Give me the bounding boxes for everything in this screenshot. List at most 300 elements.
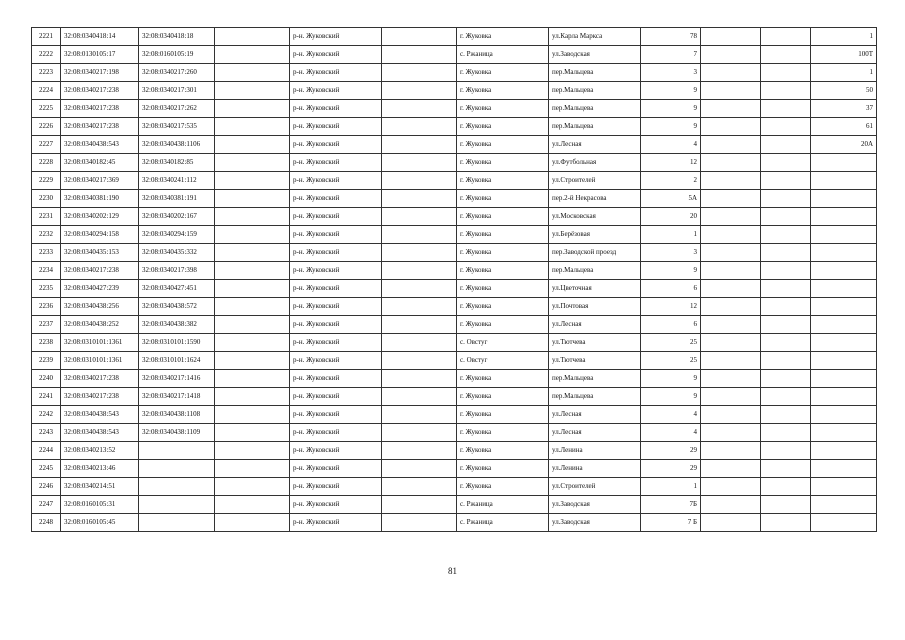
cell-extra-4 xyxy=(761,496,811,514)
cell-settlement: с. Ржаница xyxy=(457,514,549,532)
table-body xyxy=(32,28,877,532)
cell-settlement: г. Жуковка xyxy=(457,64,549,82)
cell-extra-1 xyxy=(215,208,290,226)
cell-cadastral-number: 32:08:0340438:543 xyxy=(61,406,139,424)
cell-extra-4 xyxy=(761,244,811,262)
cell-street: ул.Лесная xyxy=(549,316,641,334)
table-row xyxy=(32,244,877,262)
cell-extra-4 xyxy=(761,46,811,64)
cell-settlement: с. Овстуг xyxy=(457,352,549,370)
cell-extra-2 xyxy=(382,262,457,280)
cell-settlement: с. Ржаница xyxy=(457,46,549,64)
cell-house-number: 1 xyxy=(641,478,701,496)
cell-cadastral-number: 32:08:0340214:51 xyxy=(61,478,139,496)
cell-linked-cadastral-number: 32:08:0340217:1418 xyxy=(139,388,215,406)
cell-district: р-н. Жуковский xyxy=(290,388,382,406)
cell-house-number: 9 xyxy=(641,388,701,406)
cell-extra-2 xyxy=(382,208,457,226)
cell-apartment xyxy=(811,478,877,496)
cell-district: р-н. Жуковский xyxy=(290,172,382,190)
cell-extra-3 xyxy=(701,280,761,298)
cell-apartment xyxy=(811,262,877,280)
cell-linked-cadastral-number: 32:08:0340217:535 xyxy=(139,118,215,136)
cell-settlement: г. Жуковка xyxy=(457,280,549,298)
cell-apartment xyxy=(811,442,877,460)
cell-district: р-н. Жуковский xyxy=(290,244,382,262)
cell-extra-3 xyxy=(701,352,761,370)
cell-apartment xyxy=(811,154,877,172)
cell-settlement: г. Жуковка xyxy=(457,298,549,316)
cell-house-number: 2 xyxy=(641,172,701,190)
cell-house-number: 5А xyxy=(641,190,701,208)
cell-extra-4 xyxy=(761,208,811,226)
cell-cadastral-number: 32:08:0340217:238 xyxy=(61,118,139,136)
cell-house-number: 4 xyxy=(641,136,701,154)
cell-extra-2 xyxy=(382,82,457,100)
cell-settlement: г. Жуковка xyxy=(457,136,549,154)
cell-extra-4 xyxy=(761,370,811,388)
cell-settlement: г. Жуковка xyxy=(457,460,549,478)
table-row xyxy=(32,406,877,424)
cell-street: ул.Ленина xyxy=(549,460,641,478)
cell-extra-1 xyxy=(215,442,290,460)
cell-row-number: 2238 xyxy=(32,334,61,352)
cell-row-number: 2228 xyxy=(32,154,61,172)
cell-extra-3 xyxy=(701,370,761,388)
cell-extra-1 xyxy=(215,514,290,532)
cell-extra-3 xyxy=(701,334,761,352)
cell-cadastral-number: 32:08:0340427:239 xyxy=(61,280,139,298)
cell-house-number: 1 xyxy=(641,226,701,244)
cell-house-number: 20 xyxy=(641,208,701,226)
cell-house-number: 6 xyxy=(641,316,701,334)
cell-house-number: 3 xyxy=(641,244,701,262)
cell-row-number: 2247 xyxy=(32,496,61,514)
cell-extra-2 xyxy=(382,136,457,154)
cell-extra-2 xyxy=(382,478,457,496)
cell-house-number: 4 xyxy=(641,406,701,424)
cell-extra-3 xyxy=(701,100,761,118)
cell-settlement: г. Жуковка xyxy=(457,226,549,244)
cell-extra-3 xyxy=(701,154,761,172)
cell-house-number: 12 xyxy=(641,298,701,316)
cell-house-number: 9 xyxy=(641,370,701,388)
cell-extra-1 xyxy=(215,82,290,100)
cell-extra-2 xyxy=(382,46,457,64)
table-row xyxy=(32,154,877,172)
cell-cadastral-number: 32:08:0340438:256 xyxy=(61,298,139,316)
cell-row-number: 2244 xyxy=(32,442,61,460)
cell-house-number: 7Б xyxy=(641,496,701,514)
cell-linked-cadastral-number: 32:08:0310101:1590 xyxy=(139,334,215,352)
cell-apartment xyxy=(811,424,877,442)
table-row xyxy=(32,370,877,388)
table-row xyxy=(32,136,877,154)
cell-linked-cadastral-number xyxy=(139,496,215,514)
cell-linked-cadastral-number: 32:08:0160105:19 xyxy=(139,46,215,64)
cell-street: пер.Мальцева xyxy=(549,64,641,82)
cell-row-number: 2245 xyxy=(32,460,61,478)
cell-extra-3 xyxy=(701,514,761,532)
cell-extra-2 xyxy=(382,406,457,424)
cell-settlement: г. Жуковка xyxy=(457,28,549,46)
cell-settlement: г. Жуковка xyxy=(457,262,549,280)
cell-row-number: 2240 xyxy=(32,370,61,388)
cell-house-number: 25 xyxy=(641,352,701,370)
cell-extra-3 xyxy=(701,316,761,334)
cell-extra-2 xyxy=(382,100,457,118)
cell-cadastral-number: 32:08:0160105:31 xyxy=(61,496,139,514)
cell-row-number: 2233 xyxy=(32,244,61,262)
cell-extra-4 xyxy=(761,442,811,460)
cell-street: ул.Тютчева xyxy=(549,334,641,352)
cell-apartment xyxy=(811,244,877,262)
cell-cadastral-number: 32:08:0340381:190 xyxy=(61,190,139,208)
cell-extra-3 xyxy=(701,172,761,190)
cell-extra-3 xyxy=(701,496,761,514)
cell-cadastral-number: 32:08:0340213:52 xyxy=(61,442,139,460)
cell-extra-1 xyxy=(215,28,290,46)
cell-district: р-н. Жуковский xyxy=(290,334,382,352)
cell-extra-4 xyxy=(761,298,811,316)
cell-street: ул.Заводская xyxy=(549,496,641,514)
cell-extra-2 xyxy=(382,280,457,298)
cell-apartment xyxy=(811,460,877,478)
cell-linked-cadastral-number: 32:08:0340217:260 xyxy=(139,64,215,82)
page-number: 81 xyxy=(448,566,457,576)
cell-district: р-н. Жуковский xyxy=(290,208,382,226)
cell-apartment: 61 xyxy=(811,118,877,136)
table-row xyxy=(32,46,877,64)
cell-row-number: 2227 xyxy=(32,136,61,154)
cell-house-number: 78 xyxy=(641,28,701,46)
cell-district: р-н. Жуковский xyxy=(290,64,382,82)
cell-linked-cadastral-number: 32:08:0340438:572 xyxy=(139,298,215,316)
cell-cadastral-number: 32:08:0340217:369 xyxy=(61,172,139,190)
cell-row-number: 2224 xyxy=(32,82,61,100)
cell-extra-1 xyxy=(215,190,290,208)
cell-street: пер.Мальцева xyxy=(549,370,641,388)
cell-extra-3 xyxy=(701,190,761,208)
table-row xyxy=(32,352,877,370)
cell-linked-cadastral-number: 32:08:0340435:332 xyxy=(139,244,215,262)
cell-linked-cadastral-number xyxy=(139,514,215,532)
cell-linked-cadastral-number: 32:08:0340217:262 xyxy=(139,100,215,118)
cell-extra-1 xyxy=(215,280,290,298)
cell-district: р-н. Жуковский xyxy=(290,226,382,244)
registry-table xyxy=(31,27,877,532)
cell-linked-cadastral-number: 32:08:0340182:85 xyxy=(139,154,215,172)
cell-extra-3 xyxy=(701,136,761,154)
cell-row-number: 2234 xyxy=(32,262,61,280)
cell-extra-4 xyxy=(761,352,811,370)
cell-extra-4 xyxy=(761,262,811,280)
table-row xyxy=(32,64,877,82)
cell-extra-1 xyxy=(215,460,290,478)
cell-extra-2 xyxy=(382,388,457,406)
cell-apartment: 37 xyxy=(811,100,877,118)
cell-cadastral-number: 32:08:0340418:14 xyxy=(61,28,139,46)
table-row xyxy=(32,208,877,226)
cell-settlement: г. Жуковка xyxy=(457,208,549,226)
cell-apartment xyxy=(811,316,877,334)
cell-extra-1 xyxy=(215,136,290,154)
cell-settlement: г. Жуковка xyxy=(457,406,549,424)
cell-extra-1 xyxy=(215,496,290,514)
table-row xyxy=(32,334,877,352)
cell-apartment xyxy=(811,388,877,406)
cell-street: ул.Карла Маркса xyxy=(549,28,641,46)
cell-district: р-н. Жуковский xyxy=(290,118,382,136)
cell-linked-cadastral-number: 32:08:0310101:1624 xyxy=(139,352,215,370)
cell-street: ул.Лесная xyxy=(549,136,641,154)
cell-district: р-н. Жуковский xyxy=(290,280,382,298)
cell-extra-4 xyxy=(761,64,811,82)
cell-extra-3 xyxy=(701,298,761,316)
cell-district: р-н. Жуковский xyxy=(290,298,382,316)
cell-extra-1 xyxy=(215,388,290,406)
cell-extra-1 xyxy=(215,118,290,136)
cell-linked-cadastral-number xyxy=(139,442,215,460)
cell-extra-1 xyxy=(215,352,290,370)
cell-district: р-н. Жуковский xyxy=(290,406,382,424)
cell-extra-4 xyxy=(761,478,811,496)
cell-row-number: 2225 xyxy=(32,100,61,118)
table-row xyxy=(32,280,877,298)
cell-settlement: г. Жуковка xyxy=(457,100,549,118)
cell-extra-1 xyxy=(215,370,290,388)
cell-extra-2 xyxy=(382,154,457,172)
cell-street: ул.Берёзовая xyxy=(549,226,641,244)
cell-settlement: с. Ржаница xyxy=(457,496,549,514)
cell-extra-1 xyxy=(215,298,290,316)
cell-house-number: 9 xyxy=(641,118,701,136)
table-row xyxy=(32,460,877,478)
cell-street: пер.2-й Некрасова xyxy=(549,190,641,208)
cell-street: ул.Заводская xyxy=(549,46,641,64)
cell-apartment xyxy=(811,370,877,388)
cell-row-number: 2237 xyxy=(32,316,61,334)
cell-cadastral-number: 32:08:0310101:1361 xyxy=(61,352,139,370)
cell-apartment xyxy=(811,190,877,208)
cell-street: ул.Лесная xyxy=(549,424,641,442)
cell-extra-4 xyxy=(761,514,811,532)
cell-cadastral-number: 32:08:0340182:45 xyxy=(61,154,139,172)
cell-row-number: 2235 xyxy=(32,280,61,298)
cell-cadastral-number: 32:08:0340435:153 xyxy=(61,244,139,262)
cell-extra-2 xyxy=(382,496,457,514)
cell-cadastral-number: 32:08:0340202:129 xyxy=(61,208,139,226)
cell-apartment xyxy=(811,496,877,514)
cell-district: р-н. Жуковский xyxy=(290,370,382,388)
cell-district: р-н. Жуковский xyxy=(290,424,382,442)
cell-extra-2 xyxy=(382,424,457,442)
cell-extra-4 xyxy=(761,100,811,118)
cell-extra-3 xyxy=(701,46,761,64)
cell-extra-4 xyxy=(761,154,811,172)
cell-row-number: 2232 xyxy=(32,226,61,244)
cell-apartment xyxy=(811,172,877,190)
cell-cadastral-number: 32:08:0340217:238 xyxy=(61,370,139,388)
cell-settlement: г. Жуковка xyxy=(457,118,549,136)
table-row xyxy=(32,172,877,190)
cell-street: пер.Заводской проезд xyxy=(549,244,641,262)
cell-linked-cadastral-number: 32:08:0340202:167 xyxy=(139,208,215,226)
cell-district: р-н. Жуковский xyxy=(290,352,382,370)
cell-apartment xyxy=(811,406,877,424)
cell-extra-4 xyxy=(761,226,811,244)
cell-house-number: 12 xyxy=(641,154,701,172)
table-row xyxy=(32,190,877,208)
cell-extra-3 xyxy=(701,478,761,496)
cell-street: ул.Почтовая xyxy=(549,298,641,316)
cell-extra-2 xyxy=(382,298,457,316)
cell-extra-4 xyxy=(761,136,811,154)
cell-extra-4 xyxy=(761,28,811,46)
cell-settlement: г. Жуковка xyxy=(457,244,549,262)
cell-extra-4 xyxy=(761,424,811,442)
cell-linked-cadastral-number: 32:08:0340438:1109 xyxy=(139,424,215,442)
table-row xyxy=(32,82,877,100)
cell-extra-1 xyxy=(215,424,290,442)
cell-extra-1 xyxy=(215,172,290,190)
cell-extra-2 xyxy=(382,316,457,334)
cell-linked-cadastral-number: 32:08:0340427:451 xyxy=(139,280,215,298)
cell-apartment: 1 xyxy=(811,64,877,82)
cell-house-number: 9 xyxy=(641,100,701,118)
cell-extra-2 xyxy=(382,226,457,244)
cell-extra-2 xyxy=(382,352,457,370)
table-row xyxy=(32,388,877,406)
cell-district: р-н. Жуковский xyxy=(290,478,382,496)
cell-apartment: 100Т xyxy=(811,46,877,64)
cell-linked-cadastral-number xyxy=(139,460,215,478)
cell-cadastral-number: 32:08:0340213:46 xyxy=(61,460,139,478)
cell-row-number: 2223 xyxy=(32,64,61,82)
cell-extra-4 xyxy=(761,190,811,208)
cell-cadastral-number: 32:08:0340438:543 xyxy=(61,136,139,154)
cell-settlement: с. Овстуг xyxy=(457,334,549,352)
cell-extra-1 xyxy=(215,64,290,82)
table-row xyxy=(32,298,877,316)
cell-extra-3 xyxy=(701,28,761,46)
cell-cadastral-number: 32:08:0340294:158 xyxy=(61,226,139,244)
cell-extra-1 xyxy=(215,154,290,172)
cell-extra-3 xyxy=(701,262,761,280)
cell-district: р-н. Жуковский xyxy=(290,496,382,514)
cell-house-number: 3 xyxy=(641,64,701,82)
cell-cadastral-number: 32:08:0160105:45 xyxy=(61,514,139,532)
cell-cadastral-number: 32:08:0310101:1361 xyxy=(61,334,139,352)
cell-row-number: 2246 xyxy=(32,478,61,496)
table-row xyxy=(32,118,877,136)
cell-house-number: 4 xyxy=(641,424,701,442)
cell-street: пер.Мальцева xyxy=(549,118,641,136)
cell-district: р-н. Жуковский xyxy=(290,28,382,46)
cell-extra-4 xyxy=(761,172,811,190)
cell-settlement: г. Жуковка xyxy=(457,154,549,172)
cell-apartment xyxy=(811,226,877,244)
cell-row-number: 2242 xyxy=(32,406,61,424)
cell-cadastral-number: 32:08:0340438:543 xyxy=(61,424,139,442)
cell-apartment xyxy=(811,280,877,298)
cell-linked-cadastral-number: 32:08:0340217:398 xyxy=(139,262,215,280)
cell-extra-3 xyxy=(701,226,761,244)
cell-extra-1 xyxy=(215,334,290,352)
table-row xyxy=(32,262,877,280)
cell-extra-4 xyxy=(761,460,811,478)
cell-linked-cadastral-number: 32:08:0340438:382 xyxy=(139,316,215,334)
cell-house-number: 6 xyxy=(641,280,701,298)
cell-row-number: 2248 xyxy=(32,514,61,532)
cell-extra-3 xyxy=(701,244,761,262)
cell-extra-2 xyxy=(382,28,457,46)
table-row xyxy=(32,478,877,496)
cell-district: р-н. Жуковский xyxy=(290,82,382,100)
cell-street: ул.Строителей xyxy=(549,172,641,190)
cell-extra-4 xyxy=(761,316,811,334)
cell-settlement: г. Жуковка xyxy=(457,424,549,442)
cell-settlement: г. Жуковка xyxy=(457,478,549,496)
cell-apartment xyxy=(811,298,877,316)
cell-cadastral-number: 32:08:0340217:198 xyxy=(61,64,139,82)
cell-extra-3 xyxy=(701,460,761,478)
cell-row-number: 2221 xyxy=(32,28,61,46)
cell-linked-cadastral-number: 32:08:0340418:18 xyxy=(139,28,215,46)
table-row xyxy=(32,442,877,460)
cell-district: р-н. Жуковский xyxy=(290,46,382,64)
cell-linked-cadastral-number: 32:08:0340381:191 xyxy=(139,190,215,208)
cell-cadastral-number: 32:08:0340217:238 xyxy=(61,388,139,406)
cell-street: ул.Цветочная xyxy=(549,280,641,298)
table-row xyxy=(32,496,877,514)
cell-cadastral-number: 32:08:0340438:252 xyxy=(61,316,139,334)
cell-district: р-н. Жуковский xyxy=(290,442,382,460)
cell-street: пер.Мальцева xyxy=(549,262,641,280)
cell-street: ул.Лесная xyxy=(549,406,641,424)
cell-extra-1 xyxy=(215,478,290,496)
cell-street: ул.Заводская xyxy=(549,514,641,532)
cell-apartment xyxy=(811,334,877,352)
table-row xyxy=(32,424,877,442)
cell-extra-2 xyxy=(382,514,457,532)
cell-linked-cadastral-number: 32:08:0340241:112 xyxy=(139,172,215,190)
cell-row-number: 2222 xyxy=(32,46,61,64)
cell-extra-2 xyxy=(382,64,457,82)
cell-extra-1 xyxy=(215,406,290,424)
cell-street: пер.Мальцева xyxy=(549,100,641,118)
cell-street: ул.Строителей xyxy=(549,478,641,496)
table-row xyxy=(32,100,877,118)
cell-settlement: г. Жуковка xyxy=(457,172,549,190)
cell-row-number: 2239 xyxy=(32,352,61,370)
cell-extra-4 xyxy=(761,406,811,424)
cell-cadastral-number: 32:08:0340217:238 xyxy=(61,82,139,100)
cell-settlement: г. Жуковка xyxy=(457,316,549,334)
cell-row-number: 2231 xyxy=(32,208,61,226)
table-row xyxy=(32,316,877,334)
cell-linked-cadastral-number xyxy=(139,478,215,496)
cell-apartment: 20А xyxy=(811,136,877,154)
cell-district: р-н. Жуковский xyxy=(290,316,382,334)
cell-street: ул.Ленина xyxy=(549,442,641,460)
cell-extra-4 xyxy=(761,82,811,100)
cell-extra-2 xyxy=(382,460,457,478)
cell-cadastral-number: 32:08:0340217:238 xyxy=(61,262,139,280)
cell-extra-3 xyxy=(701,442,761,460)
cell-house-number: 7 xyxy=(641,46,701,64)
cell-district: р-н. Жуковский xyxy=(290,136,382,154)
